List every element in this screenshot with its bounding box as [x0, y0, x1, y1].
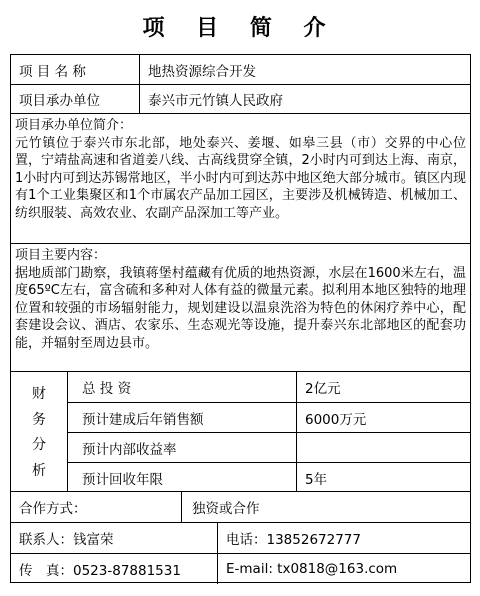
financial-label-char: 分	[32, 437, 46, 454]
email-address: E-mail: tx0818@163.com	[217, 554, 470, 584]
project-content-head: 项目主要内容：	[15, 248, 107, 263]
financial-row-annual-sales	[68, 402, 470, 432]
organizer-value: 泰兴市元竹镇人民政府	[139, 85, 470, 113]
financial-row-label: 预计内部收益率	[82, 441, 177, 458]
organizer-intro	[15, 117, 466, 222]
financial-row-value: 5年	[296, 463, 470, 492]
fax-row	[11, 553, 470, 584]
project-name-row	[11, 55, 470, 84]
organizer-intro-head: 项目承办单位简介：	[15, 118, 133, 133]
organizer-label: 项目承办单位	[19, 93, 100, 109]
financial-label	[11, 372, 67, 491]
project-content-body: 据地质部门勘察，我镇蒋堡村蕴藏有优质的地热资源，水层在1600米左右，温度65ºC左右，富含硫和多种对人体有益的微量元素。拟利用本地区独特的地理位置和较强的市场辐射能力，规划建设以温泉洗浴为特色的休闲疗养中心，配套建设会议、酒店、农家乐、生态观光等设施，提升泰兴东北部地区的配套功能，并辐射至周边县市。	[15, 265, 466, 351]
contact-phone: 电话：13852672777	[217, 523, 470, 553]
fax-number: 传 真：0523-87881531	[19, 563, 181, 579]
financial-section	[11, 371, 470, 491]
financial-row-total-investment	[68, 372, 470, 402]
cooperation-label: 合作方式：	[19, 501, 87, 517]
organizer-row	[11, 84, 470, 113]
financial-table	[67, 372, 470, 491]
financial-row-irr	[68, 432, 470, 462]
project-name-label: 项 目 名 称	[19, 63, 86, 80]
project-content	[15, 247, 466, 352]
organizer-intro-body: 元竹镇位于泰兴市东北部，地处泰兴、姜堰、如皋三县（市）交界的中心位置，宁靖盐高速和省道姜八线、古高线贯穿全镇，2小时内可到达上海、南京，1小时内可到达苏锡常地区，半小时内可到达苏中地区绝大部分城市。镇区内现有1个工业集聚区和1个市属农产品加工园区，主要涉及机械铸造、机械加工、纺织服装、高效农业、农副产品深加工等产业。	[15, 135, 466, 221]
cooperation-row	[11, 491, 470, 522]
financial-row-value	[296, 433, 470, 462]
financial-label-char: 务	[32, 411, 46, 428]
cooperation-value: 独资或合作	[181, 492, 470, 522]
financial-row-label: 总 投 资	[82, 381, 132, 397]
financial-row-value: 2亿元	[296, 372, 470, 402]
organizer-intro-row	[11, 113, 470, 243]
project-name-value: 地热资源综合开发	[139, 55, 470, 84]
project-content-row	[11, 243, 470, 371]
contact-person: 联系人：钱富荣	[19, 532, 114, 548]
contact-row	[11, 522, 470, 553]
financial-row-label: 预计建成后年销售额	[82, 411, 204, 428]
page-title: 项 目 简 介	[142, 15, 338, 41]
financial-row-payback	[68, 462, 470, 492]
financial-row-value: 6000万元	[296, 403, 470, 432]
financial-label-char: 财	[32, 385, 46, 402]
project-sheet	[10, 54, 471, 583]
financial-label-char: 析	[32, 463, 46, 480]
financial-row-label: 预计回收年限	[82, 471, 163, 488]
